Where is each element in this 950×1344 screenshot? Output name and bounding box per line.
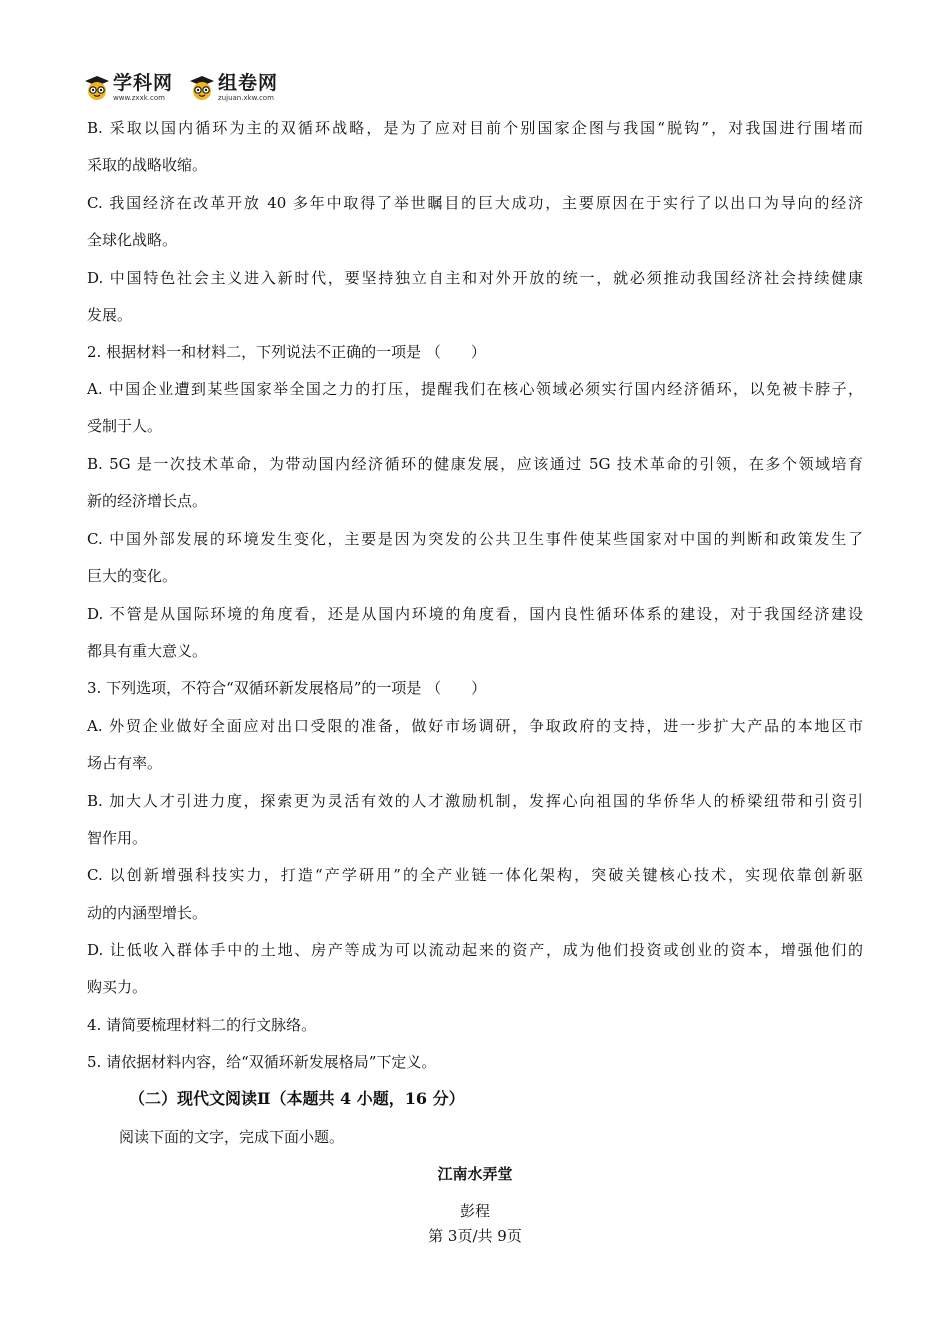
option-a-line: 场占有率。 — [87, 754, 163, 772]
option-b-line: 智作用。 — [87, 829, 148, 847]
section-heading: （二）现代文阅读Ⅱ（本题共 4 小题，16 分） — [129, 1089, 465, 1108]
page-header — [84, 70, 294, 106]
option-d-line: D. 不管是从国际环境的角度看，还是从国内环境的角度看，国内良性循环体系的建设，对于我国经济建设 — [87, 605, 863, 623]
option-a-line: A. 中国企业遭到某些国家举全国之力的打压，提醒我们在核心领域必须实行国内经济循环，以免被卡脖子， — [87, 380, 863, 398]
reading-instruction: 阅读下面的文字，完成下面小题。 — [119, 1128, 345, 1146]
option-c-line: C. 以创新增强科技实力，打造“产学研用”的全产业链一体化架构，突破关键核心技术，实现依靠创新驱 — [87, 866, 863, 884]
question-2: 2. 根据材料一和材料二，下列说法不正确的一项是 （ ） — [87, 343, 486, 361]
article-author: 彭程 — [459, 1202, 490, 1220]
option-c-line: 巨大的变化。 — [87, 567, 178, 585]
option-d-line: D. 让低收入群体手中的土地、房产等成为可以流动起来的资产，成为他们投资或创业的资本，增强他们的 — [87, 941, 863, 959]
logo-url: zujuan.xkw.com — [218, 94, 274, 102]
option-c-line: 动的内涵型增长。 — [87, 904, 208, 922]
page-number: 第 3页/共 9页 — [428, 1227, 522, 1245]
option-b-line: B. 5G 是一次技术革命，为带动国内经济循环的健康发展，应该通过 5G 技术革命的引领，在多个领域培育 — [87, 455, 863, 473]
article-title: 江南水弄堂 — [437, 1165, 513, 1183]
option-b-line: B. 采取以国内循环为主的双循环战略，是为了应对目前个别国家企图与我国“脱钩”，对我国进行围堵而 — [87, 119, 863, 137]
option-c-line: C. 我国经济在改革开放 40 多年中取得了举世瞩目的巨大成功，主要原因在于实行了以出口为导向的经济 — [87, 194, 863, 212]
option-d-line: 发展。 — [87, 306, 133, 324]
question-3: 3. 下列选项，不符合“双循环新发展格局”的一项是 （ ） — [87, 679, 487, 697]
question-5: 5. 请依据材料内容，给“双循环新发展格局”下定义。 — [87, 1053, 437, 1071]
option-b-line: B. 加大人才引进力度，探索更为灵活有效的人才激励机制，发挥心向祖国的华侨华人的桥梁纽带和引资引 — [87, 792, 863, 810]
logo-name: 学科网 — [113, 72, 174, 94]
option-c-line: 全球化战略。 — [87, 231, 178, 249]
mascot-icon — [189, 75, 215, 101]
option-d-line: 都具有重大意义。 — [87, 642, 208, 660]
option-a-line: 受制于人。 — [87, 417, 163, 435]
logo-url: www.zxxk.com — [113, 94, 165, 102]
zujuan-logo[interactable] — [189, 74, 278, 102]
question-4: 4. 请简要梳理材料二的行文脉络。 — [87, 1016, 317, 1034]
zxxk-logo[interactable] — [84, 74, 173, 102]
option-b-line: 采取的战略收缩。 — [87, 156, 208, 174]
option-d-line: D. 中国特色社会主义进入新时代，要坚持独立自主和对外开放的统一，就必须推动我国经济社会持续健康 — [87, 269, 863, 287]
option-c-line: C. 中国外部发展的环境发生变化，主要是因为突发的公共卫生事件使某些国家对中国的判断和政策发生了 — [87, 530, 863, 548]
logo-name: 组卷网 — [218, 72, 279, 94]
option-d-line: 购买力。 — [87, 978, 148, 996]
option-b-line: 新的经济增长点。 — [87, 492, 208, 510]
mascot-icon — [84, 75, 110, 101]
option-a-line: A. 外贸企业做好全面应对出口受限的准备，做好市场调研，争取政府的支持，进一步扩大产品的本地区市 — [87, 717, 863, 735]
